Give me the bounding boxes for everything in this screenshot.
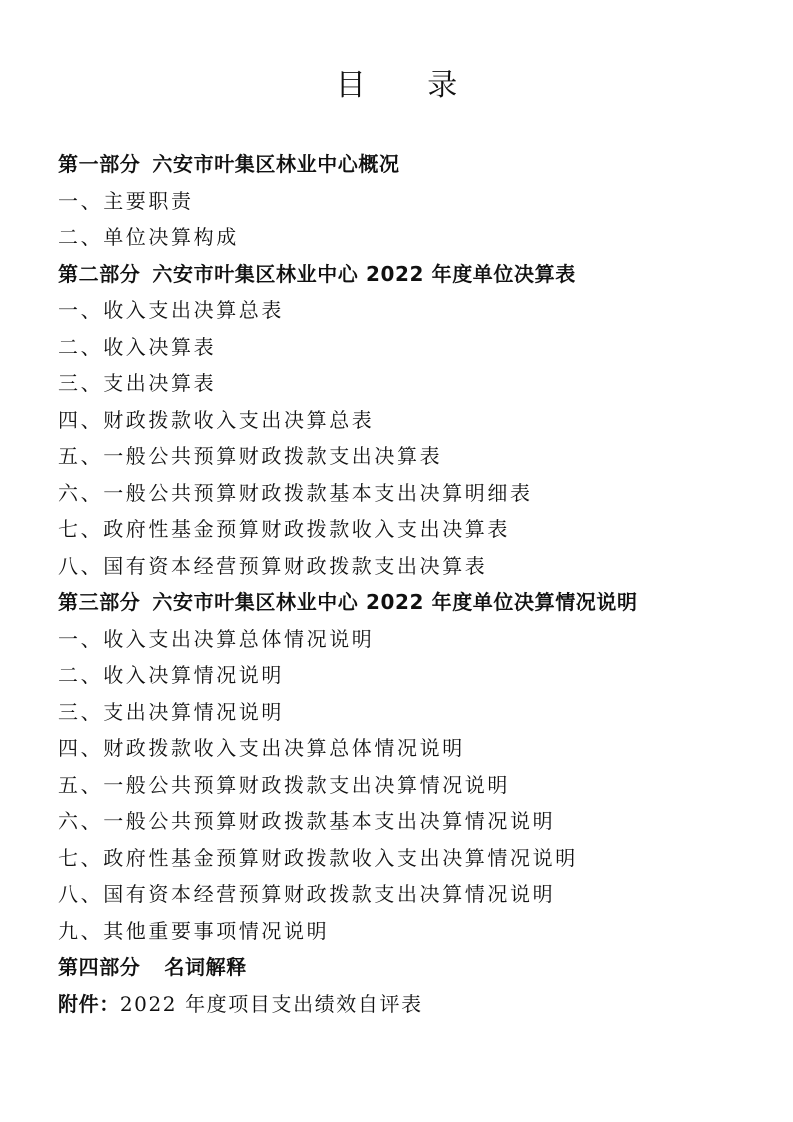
toc-item[interactable]: 四、财政拨款收入支出决算总体情况说明 [58, 736, 465, 760]
toc-item[interactable]: 二、收入决算情况说明 [58, 663, 284, 687]
page-title: 目 录 [335, 68, 484, 103]
toc-item[interactable]: 二、单位决算构成 [58, 225, 239, 249]
toc-attachment[interactable] [58, 986, 758, 1023]
part-label: 第二部分 [58, 261, 141, 286]
toc-item[interactable]: 一、主要职责 [58, 188, 194, 213]
toc-item[interactable]: 八、国有资本经营预算财政拨款支出决算表 [58, 553, 488, 578]
toc-item[interactable]: 六、一般公共预算财政拨款基本支出决算情况说明 [58, 809, 556, 833]
toc-item[interactable]: 四、财政拨款收入支出决算总表 [58, 407, 375, 432]
part-label: 第一部分 [58, 152, 141, 176]
toc-item[interactable]: 八、国有资本经营预算财政拨款支出决算情况说明 [58, 882, 556, 906]
toc-part-3-heading[interactable] [58, 584, 758, 621]
toc-item[interactable]: 三、支出决算表 [58, 371, 217, 395]
part-label: 第四部分 [58, 955, 141, 979]
toc-item[interactable]: 二、收入决算表 [58, 334, 217, 359]
toc-part-4-heading[interactable] [58, 949, 758, 986]
part-title: 六安市叶集区林业中心 2022 年度单位决算情况说明 [152, 590, 638, 614]
toc-item[interactable]: 六、一般公共预算财政拨款基本支出决算明细表 [58, 480, 533, 505]
attachment-title: 2022 年度项目支出绩效自评表 [119, 991, 423, 1016]
table-of-contents [58, 146, 758, 1022]
toc-item[interactable]: 七、政府性基金预算财政拨款收入支出决算表 [58, 517, 510, 541]
toc-item[interactable]: 五、一般公共预算财政拨款支出决算情况说明 [58, 772, 510, 797]
part-title: 名词解释 [164, 955, 247, 979]
toc-item[interactable]: 五、一般公共预算财政拨款支出决算表 [58, 444, 443, 468]
attachment-label: 附件： [58, 991, 120, 1016]
toc-item[interactable]: 一、收入支出决算总体情况说明 [58, 626, 375, 651]
part-title: 六安市叶集区林业中心概况 [152, 152, 400, 176]
part-title: 六安市叶集区林业中心 2022 年度单位决算表 [152, 261, 576, 286]
part-label: 第三部分 [58, 590, 141, 614]
toc-part-2-heading[interactable] [58, 256, 758, 293]
toc-item[interactable]: 九、其他重要事项情况说明 [58, 918, 330, 943]
toc-part-1-heading[interactable] [58, 146, 758, 183]
toc-item[interactable]: 七、政府性基金预算财政拨款收入支出决算情况说明 [58, 845, 578, 870]
toc-item[interactable]: 三、支出决算情况说明 [58, 699, 284, 724]
toc-item[interactable]: 一、收入支出决算总表 [58, 298, 284, 322]
